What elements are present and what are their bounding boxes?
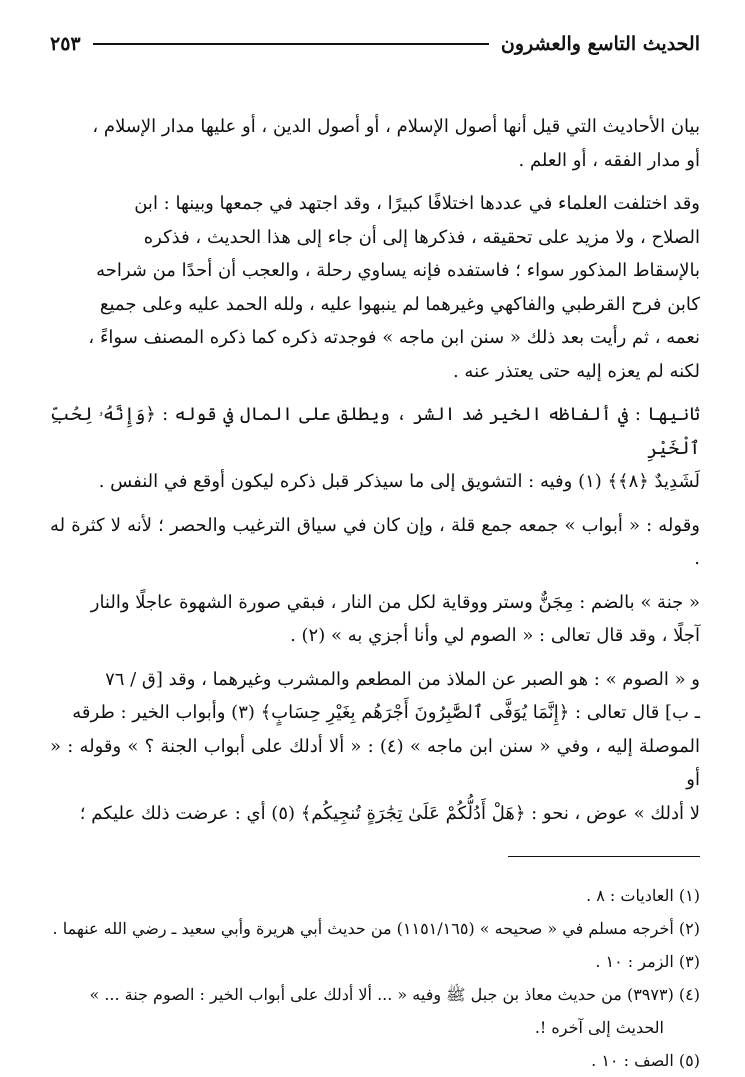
text-line: ثانيها : في ألفاظه الخير ضد الشر ، ويطلق على المال في قوله : ﴿وَإِنَّهُۥ لِحُبِّ ٱلْخَيْرِ — [50, 404, 700, 459]
text-line: كابن فرح القرطبي والفاكهي وغيرهما لم ينبهوا عليه ، ولله الحمد عليه وعلى جميع — [99, 293, 700, 315]
paragraph — [50, 398, 700, 499]
footnote: (٢) أخرجه مسلم في « صحيحه » (١١٥١/١٦٥) من حديث أبي هريرة وأبي سعيد ـ رضي الله عنهما . — [52, 919, 700, 938]
chapter-title: الحديث التاسع والعشرون — [500, 33, 700, 55]
footnote: (٣) الزمر : ١٠ . — [595, 952, 700, 971]
text-line: وقوله : « أبواب » جمعه جمع قلة ، وإن كان في سياق الترغيب والحصر ؛ لأنه لا كثرة له . — [50, 514, 700, 569]
running-header — [50, 26, 700, 62]
paragraph — [50, 663, 700, 831]
text-line: « جنة » بالضم : مِجَنٌّ وستر ووقاية لكل من النار ، فبقي صورة الشهوة عاجلًا والنار — [90, 591, 700, 613]
text-line: لَشَدِيدٌ ﴿٨﴾﴾ (١) وفيه : التشويق إلى ما سيذكر قبل ذكره ليكون أوقع في النفس . — [98, 471, 700, 492]
footnote: (٥) الصف : ١٠ . — [591, 1051, 700, 1070]
text-line: الموصلة إليه ، وفي « سنن ابن ماجه » (٤) : « ألا أدلك على أبواب الجنة ؟ » وقوله : « أو — [50, 735, 701, 790]
text-line: لا أدلك » عوض ، نحو : ﴿هَلْ أَدُلُّكُمْ عَلَىٰ تِجَٰرَةٍ تُنجِيكُم﴾ (٥) أي : عرضت ذلك عليكم ؛ — [79, 802, 700, 824]
paragraph — [50, 509, 700, 576]
text-line: بالإسقاط المذكور سواء ؛ فاستفده فإنه يساوي رحلة ، والعجب أن أحدًا من شراحه — [96, 260, 700, 281]
text-line: ـ ب] قال تعالى : ﴿إِنَّمَا يُوَفَّى ٱلصَّٰبِرُونَ أَجْرَهُم بِغَيْرِ حِسَابٍ﴾ (٣) وأبواب الخير : طرقه — [72, 702, 700, 723]
footnote: (٤) (٣٩٧٣) من حديث معاذ بن جبل ﷺ وفيه « ... ألا أدلك على أبواب الخير : الصوم جنة ... » — [89, 985, 700, 1004]
footnote-continuation: الحديث إلى آخره !. — [534, 1018, 664, 1037]
text-line: وقد اختلفت العلماء في عددها اختلافًا كبيرًا ، وقد اجتهد في جمعها وبينها : ابن — [134, 193, 700, 214]
paragraph — [50, 110, 700, 177]
main-text — [50, 110, 700, 830]
footnotes — [50, 879, 700, 1077]
text-line: بيان الأحاديث التي قيل أنها أصول الإسلام ، أو أصول الدين ، أو عليها مدار الإسلام ، — [92, 116, 700, 137]
page — [50, 26, 700, 1077]
footnote: (١) العاديات : ٨ . — [586, 886, 700, 905]
text-line: نعمه ، ثم رأيت بعد ذلك « سنن ابن ماجه » فوجدته ذكره كما ذكره المصنف سواءً ، — [88, 327, 700, 348]
header-rule — [93, 43, 489, 45]
text-line: آجلًا ، وقد قال تعالى : « الصوم لي وأنا أجزي به » (٢) . — [290, 625, 700, 646]
paragraph — [50, 187, 700, 388]
text-line: و « الصوم » : هو الصبر عن الملاذ من المطعم والمشرب وغيرهما ، وقد [ق / ٧٦ — [105, 668, 700, 690]
text-line: لكنه لم يعزه إليه حتى يعتذر عنه . — [452, 360, 700, 382]
page-number: ٢٥٣ — [50, 33, 81, 55]
paragraph — [50, 586, 700, 653]
footnote-separator — [508, 856, 700, 857]
text-line: أو مدار الفقه ، أو العلم . — [518, 149, 700, 171]
text-line: الصلاح ، ولا مزيد على تحقيقه ، فذكرها إلى أن جاء إلى هذا الحديث ، فذكره — [143, 226, 700, 248]
